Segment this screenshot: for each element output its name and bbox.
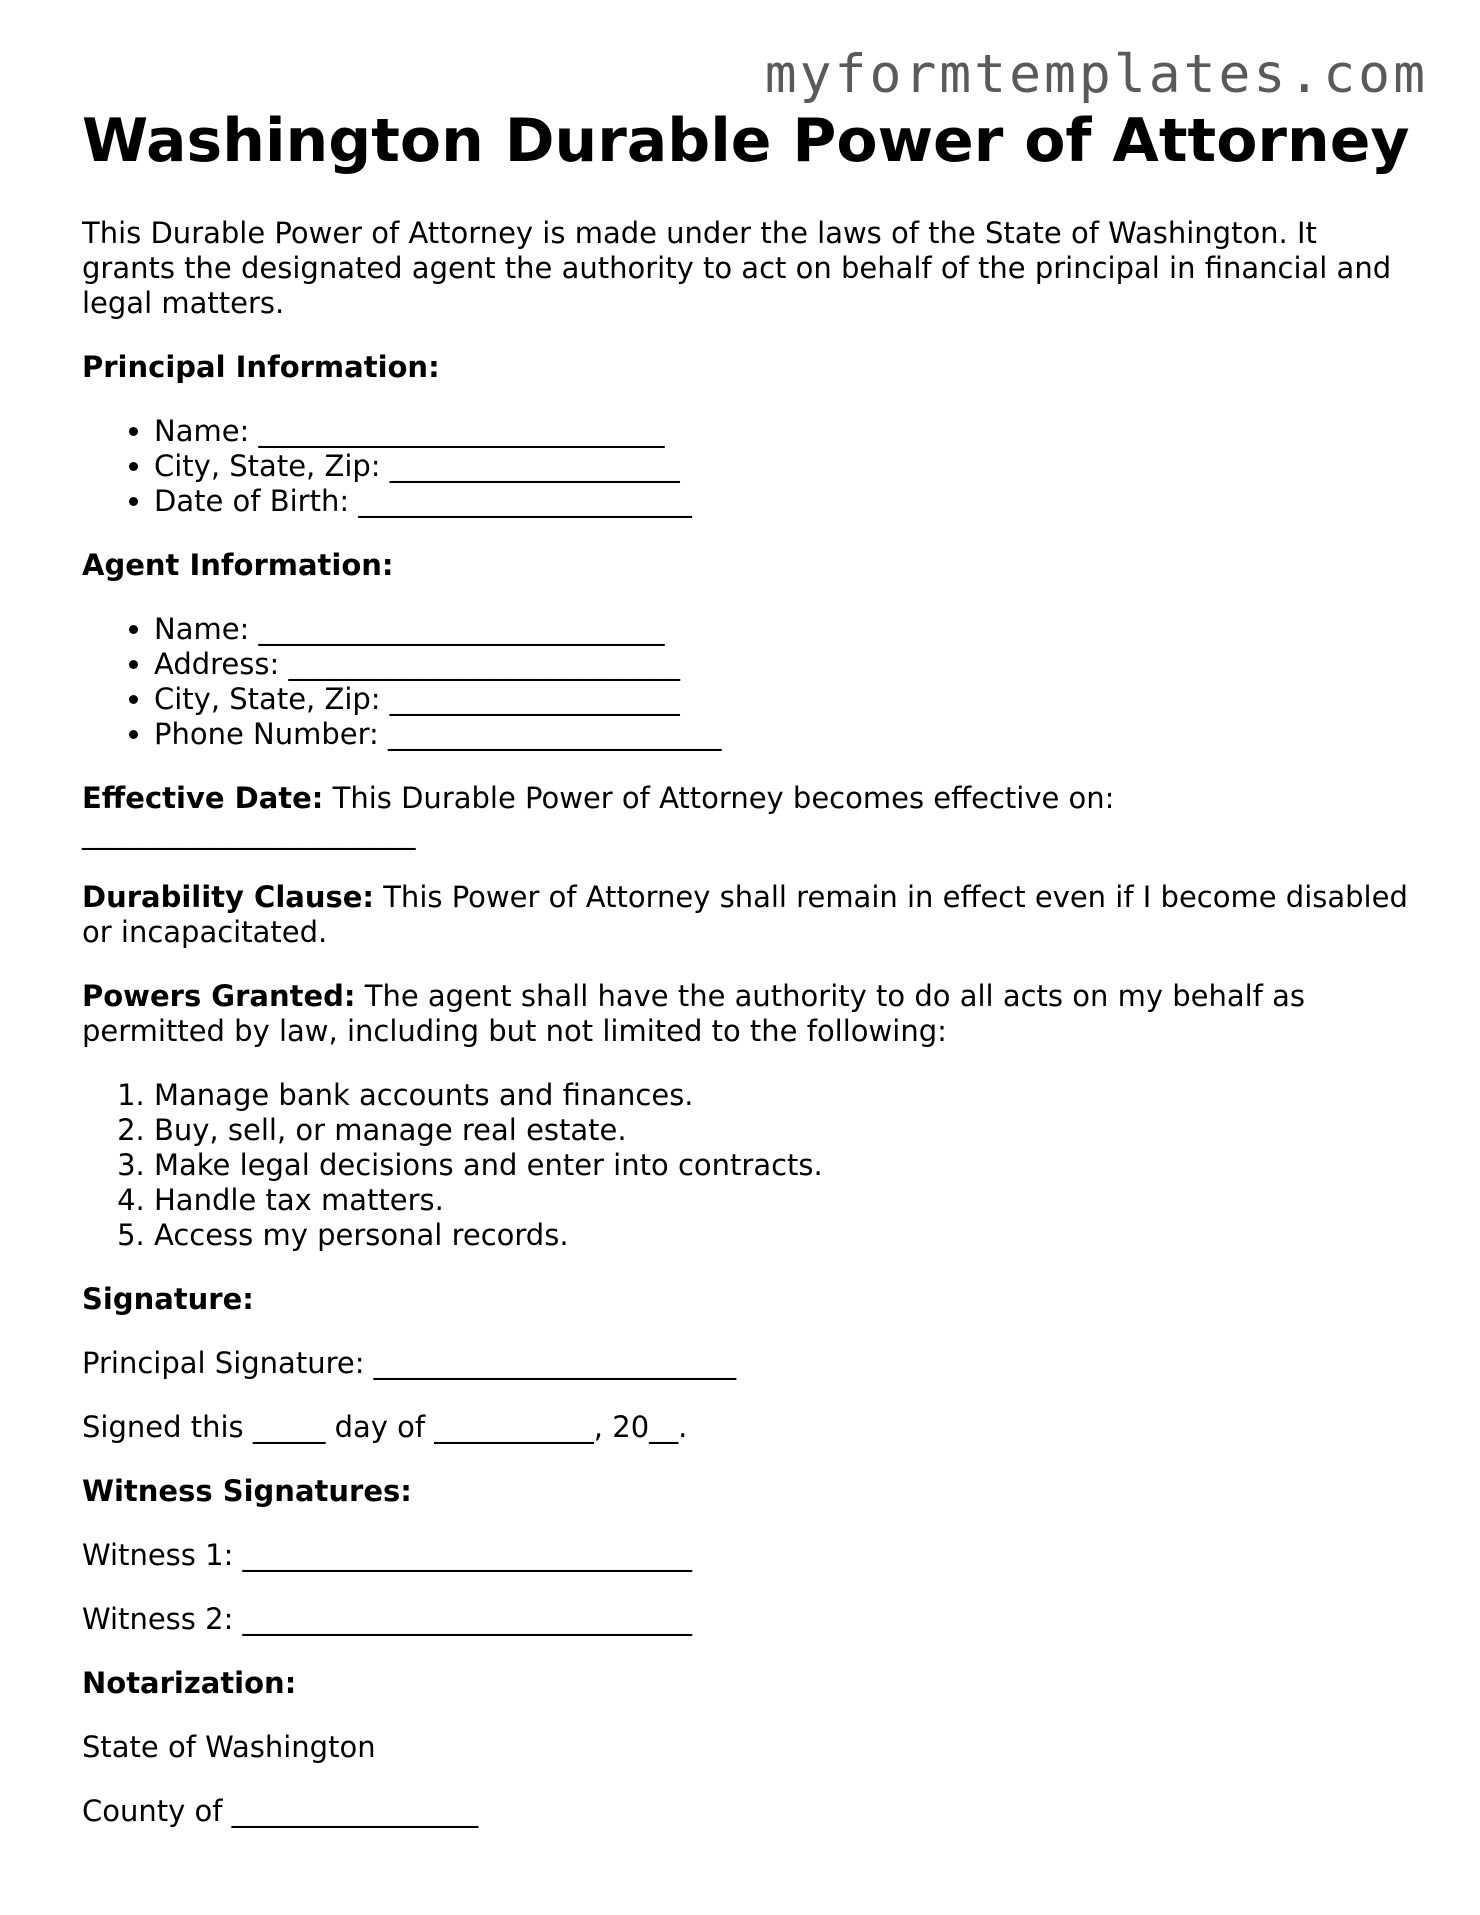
document-title: Washington Durable Power of Attorney	[82, 106, 1410, 176]
witness-1-line: Witness 1: _______________________________	[82, 1538, 693, 1572]
agent-city-field: • City, State, Zip: ____________________	[154, 682, 1412, 717]
signed-date-line: Signed this _____ day of ___________, 20__.	[82, 1410, 688, 1444]
principal-heading: Principal Information:	[82, 350, 440, 384]
agent-heading: Agent Information:	[82, 548, 394, 582]
effective-date-label: Effective Date:	[82, 781, 324, 815]
intro-paragraph: This Durable Power of Attorney is made under the laws of the State of Washington. It grants the designated agent the authority to act on behalf of the principal in financial and legal matters.	[82, 216, 1392, 320]
powers-list	[82, 1078, 1412, 1253]
principal-signature-line: Principal Signature: _________________________	[82, 1346, 737, 1380]
powers-label: Powers Granted:	[82, 979, 356, 1013]
notary-state-line: State of Washington	[82, 1730, 376, 1764]
agent-list	[82, 612, 1412, 752]
powers-paragraph	[82, 979, 1412, 1049]
agent-address-field: • Address: ___________________________	[154, 647, 1412, 682]
document-body	[82, 106, 1412, 1858]
principal-name-field: • Name: ____________________________	[154, 414, 1412, 449]
witness-heading: Witness Signatures:	[82, 1474, 412, 1508]
signature-heading: Signature:	[82, 1282, 254, 1316]
power-item: 2. Buy, sell, or manage real estate.	[154, 1113, 1412, 1148]
powers-text: The agent shall have the authority to do all acts on my behalf as permitted by law, including but not limited to the following:	[82, 979, 1305, 1048]
durability-text: This Power of Attorney shall remain in effect even if I become disabled or incapacitated.	[82, 880, 1408, 949]
witness-2-line: Witness 2: _______________________________	[82, 1602, 693, 1636]
principal-dob-field: • Date of Birth: _______________________	[154, 484, 1412, 519]
effective-date-text: This Durable Power of Attorney becomes effective on: _______________________	[82, 781, 1115, 850]
durability-paragraph	[82, 880, 1412, 950]
notarization-heading: Notarization:	[82, 1666, 297, 1700]
agent-name-field: • Name: ____________________________	[154, 612, 1412, 647]
principal-list	[82, 414, 1412, 519]
durability-label: Durability Clause:	[82, 880, 374, 914]
power-item: 3. Make legal decisions and enter into contracts.	[154, 1148, 1412, 1183]
power-item: 1. Manage bank accounts and finances.	[154, 1078, 1412, 1113]
agent-phone-field: • Phone Number: _______________________	[154, 717, 1412, 752]
site-watermark: myformtemplates.com	[764, 44, 1428, 105]
notary-county-line: County of _________________	[82, 1794, 479, 1828]
power-item: 4. Handle tax matters.	[154, 1183, 1412, 1218]
power-item: 5. Access my personal records.	[154, 1218, 1412, 1253]
principal-city-field: • City, State, Zip: ____________________	[154, 449, 1412, 484]
effective-date-paragraph	[82, 781, 1412, 851]
